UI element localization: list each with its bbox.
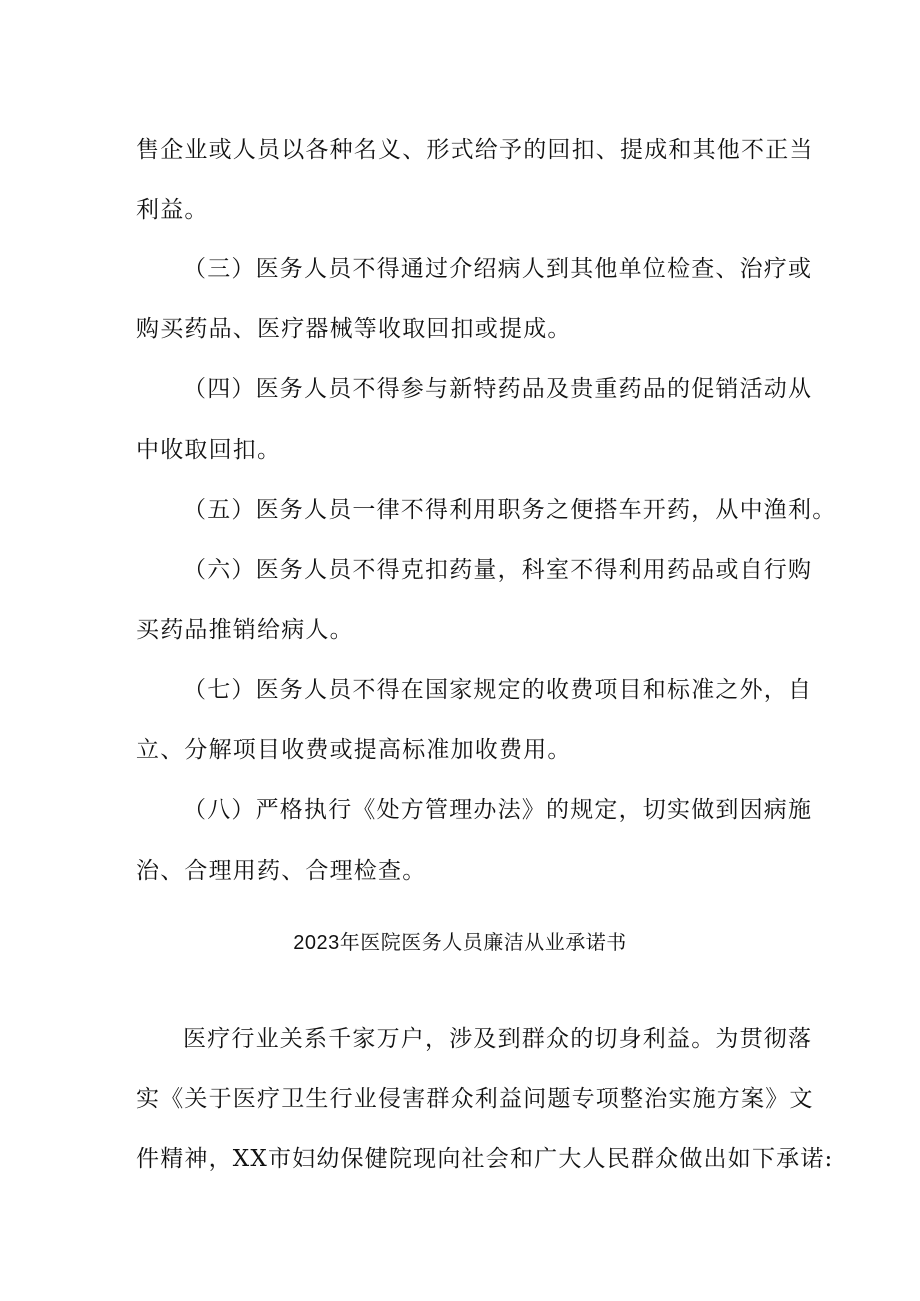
- paragraph-eight-line: （八）严格执行《处方管理办法》的规定，切实做到因病施: [183, 797, 813, 823]
- intro-line: 件精神，XX市妇幼保健院现向社会和广大人民群众做出如下承诺:: [136, 1146, 834, 1172]
- paragraph-three-line: （三）医务人员不得通过介绍病人到其他单位检查、治疗或: [183, 256, 813, 282]
- paragraph-six-line: （六）医务人员不得克扣药量，科室不得利用药品或自行购: [183, 557, 813, 583]
- text-line: 立、分解项目收费或提高标准加收费用。: [136, 737, 572, 763]
- text-line: 买药品推销给病人。: [136, 617, 354, 643]
- intro-line: 医疗行业关系千家万户，涉及到群众的切身利益。为贯彻落: [183, 1026, 813, 1052]
- paragraph-seven-line: （七）医务人员不得在国家规定的收费项目和标准之外，自: [183, 677, 813, 703]
- intro-line: 实《关于医疗卫生行业侵害群众利益问题专项整治实施方案》文: [136, 1086, 814, 1112]
- text-line: 购买药品、医疗器械等收取回扣或提成。: [136, 316, 572, 342]
- paragraph-four-line: （四）医务人员不得参与新特药品及贵重药品的促销活动从: [183, 376, 813, 402]
- text-line: 售企业或人员以各种名义、形式给予的回扣、提成和其他不正当: [136, 137, 814, 163]
- text-line: 治、合理用药、合理检查。: [136, 858, 427, 884]
- paragraph-five-line: （五）医务人员一律不得利用职务之便搭车开药，从中渔利。: [183, 497, 837, 523]
- section-title: 2023年医院医务人员廉洁从业承诺书: [293, 932, 627, 954]
- text-line: 中收取回扣。: [136, 437, 282, 463]
- text-line: 利益。: [136, 197, 209, 223]
